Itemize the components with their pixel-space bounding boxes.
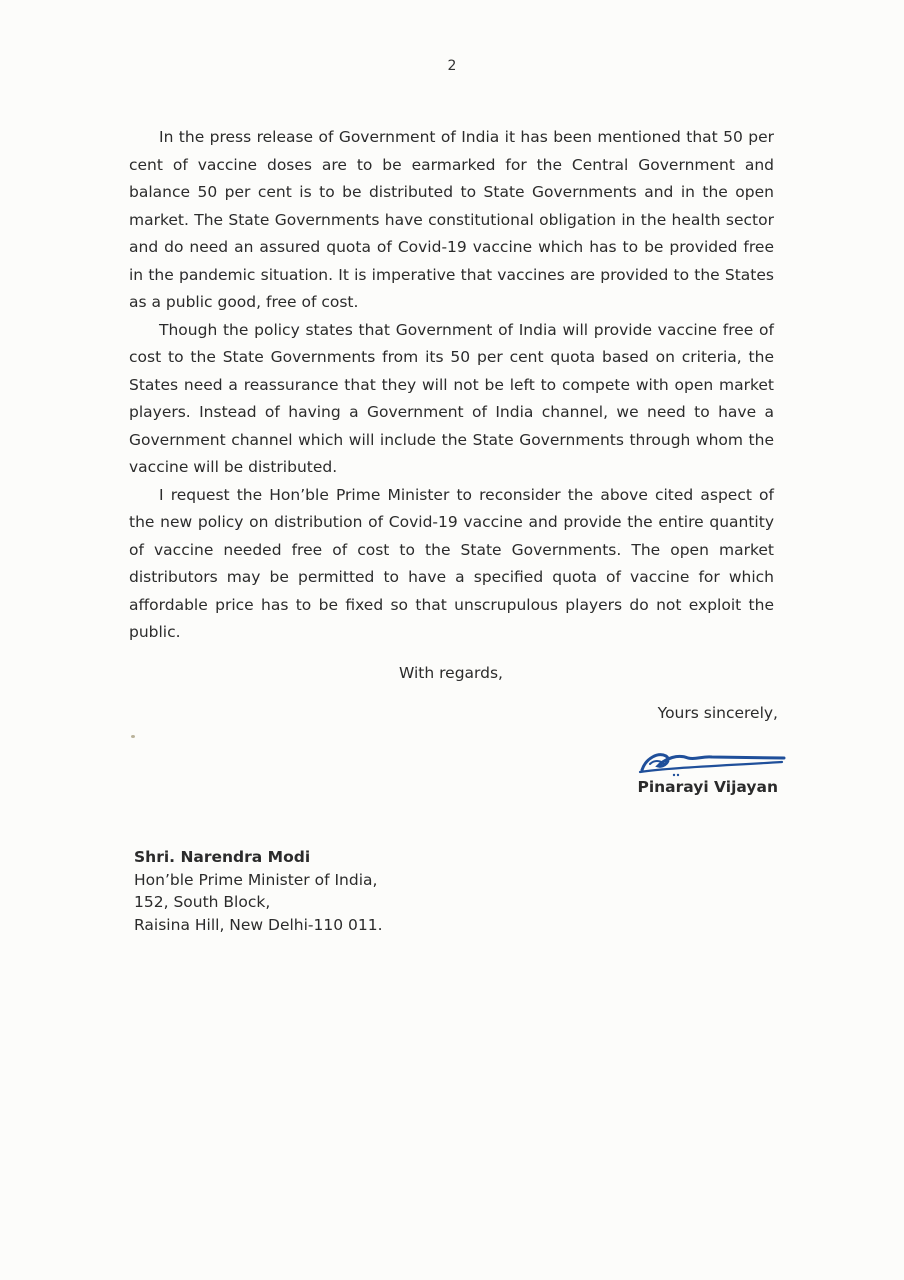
letter-body	[129, 124, 774, 647]
handwritten-signature	[636, 746, 788, 778]
addressee-title: Hon’ble Prime Minister of India,	[134, 870, 378, 889]
paragraph-3: I request the Hon’ble Prime Minister to reconsider the above cited aspect of the new policy on distribution of Covid-19 vaccine and provide the entire quantity of vaccine needed free of cost to the State Governments. The open market distributors may be permitted to have a specified quota of vaccine for which affordable price has to be fixed so that unscrupulous players do not exploit the public.	[129, 485, 774, 641]
addressee-block	[134, 846, 383, 936]
paper-speck	[131, 735, 135, 738]
addressee-address-line1: 152, South Block,	[134, 893, 271, 911]
addressee-name: Shri. Narendra Modi	[134, 848, 311, 866]
sign-off: Yours sincerely,	[657, 704, 778, 722]
paragraph-1: In the press release of Government of India it has been mentioned that 50 per cent of vaccine doses are to be earmarked for the Central Government and balance 50 per cent is to be distributed to State Governments and in the open market. The State Governments have constitutional obligation in the health sector and do need an assured quota of Covid-19 vaccine which has to be provided free in the pandemic situation. It is imperative that vaccines are provided to the States as a public good, free of cost.	[129, 128, 774, 311]
addressee-address-line2: Raisina Hill, New Delhi-110 011.	[134, 915, 383, 934]
paragraph-2: Though the policy states that Government of India will provide vaccine free of cost to the State Governments from its 50 per cent quota based on criteria, the States need a reassurance that they will not be left to compete with open market players. Instead of having a Government of India channel, we need to have a Government channel which will include the State Governments through whom the vaccine will be distributed.	[129, 320, 774, 476]
page-number: 2	[447, 58, 457, 74]
signatory-name: Pinarayi Vijayan	[637, 778, 778, 796]
closing-line: With regards,	[399, 664, 503, 682]
